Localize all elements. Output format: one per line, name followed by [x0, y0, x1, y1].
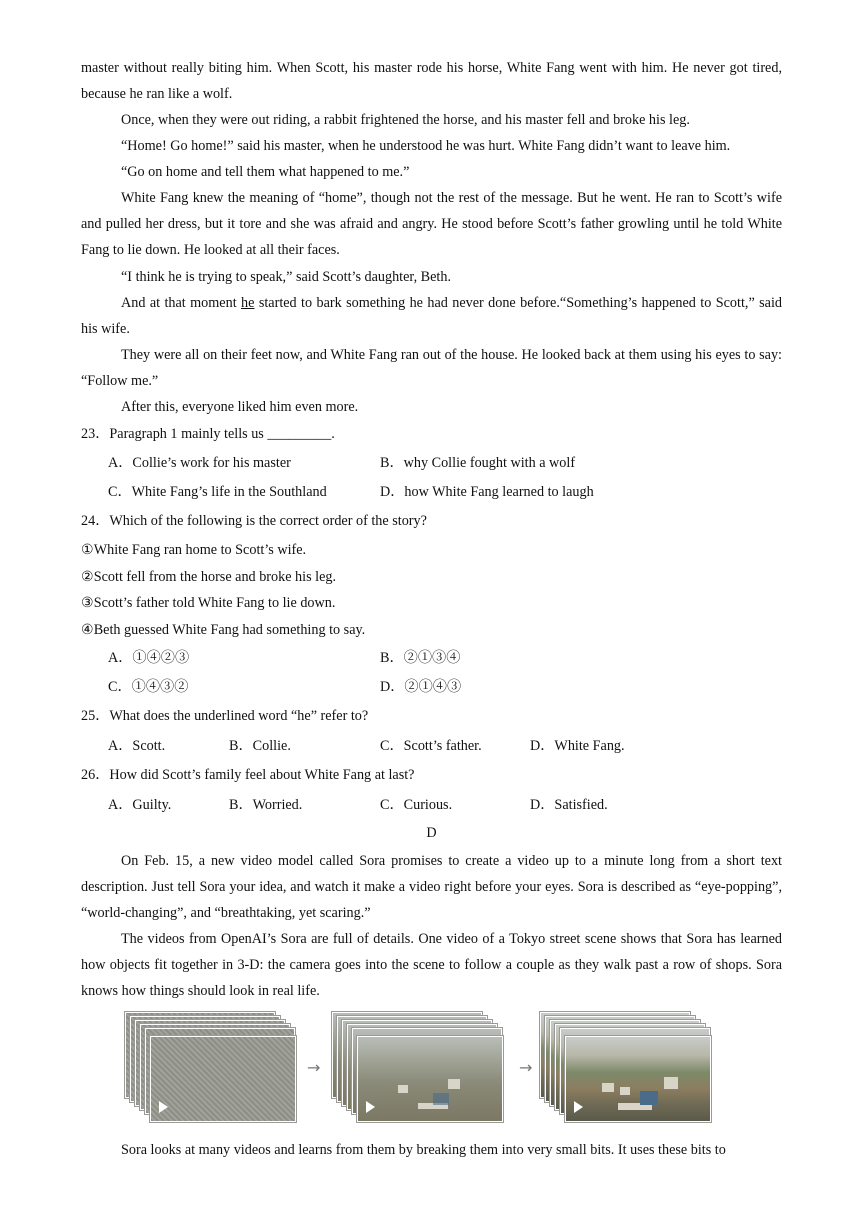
play-icon: [366, 1101, 375, 1113]
q23-option-a[interactable]: A．Collie’s work for his master: [108, 455, 291, 471]
section-d-paragraph-1: [81, 848, 782, 926]
story-paragraph-4: [81, 159, 782, 185]
q24-option-d[interactable]: D．②①④③: [380, 679, 462, 695]
question-23-stem: 23．Paragraph 1 mainly tells us _________.: [81, 426, 335, 442]
paragraph-text: “I think he is trying to speak,” said Scott’s daughter, Beth.: [121, 269, 452, 285]
underlined-word: he: [241, 295, 255, 311]
story-paragraph-5: [81, 185, 782, 263]
play-icon: [574, 1101, 583, 1113]
q24-option-c[interactable]: C．①④③②: [108, 679, 189, 695]
paragraph-text: “Home! Go home!” said his master, when he understood he was hurt. White Fang didn’t want to leave him.: [121, 138, 731, 154]
paragraph-text: Sora looks at many videos and learns from them by breaking them into very small bits. It uses these bits to: [121, 1142, 726, 1158]
paragraph-text: White Fang knew the meaning of “home”, though not the rest of the message. But he went. He ran to Scott’s wife and pulled her dress, but it tore and she was afraid and angry. He stood before Scott’s father growling until he told White Fang to lie down. He looked at all their faces.: [81, 190, 782, 258]
paragraph-text: On Feb. 15, a new video model called Sora promises to create a video up to a minute long from a short text description. Just tell Sora your idea, and watch it make a video right before your eyes. Sora is described as “eye-popping”, “world-changing”, and “breathtaking, yet scaring.”: [81, 853, 782, 921]
sora-diffusion-illustration: [125, 1012, 765, 1124]
q25-option-d[interactable]: D．White Fang.: [530, 738, 625, 754]
paragraph-text: master without really biting him. When Scott, his master rode his horse, White Fang went with him. He never got tired, because he ran like a wolf.: [81, 60, 782, 102]
event-item: ②Scott fell from the horse and broke his leg.: [81, 569, 337, 585]
q25-option-b[interactable]: B．Collie.: [229, 738, 291, 754]
story-paragraph-1: [81, 55, 782, 107]
q25-option-a[interactable]: A．Scott.: [108, 738, 166, 754]
play-icon: [159, 1101, 168, 1113]
event-item: ①White Fang ran home to Scott’s wife.: [81, 542, 307, 558]
arrow-icon: →: [307, 1058, 321, 1077]
q25-option-c[interactable]: C．Scott’s father.: [380, 738, 482, 754]
paragraph-text: They were all on their feet now, and White Fang ran out of the house. He looked back at them using his eyes to say: “Follow me.”: [81, 347, 782, 389]
paragraph-text: The videos from OpenAI’s Sora are full of details. One video of a Tokyo street scene shows that Sora has learned how objects fit together in 3-D: the camera goes into the scene to follow a couple as they walk past a row of shops. Sora knows how things should look in real life.: [81, 931, 782, 999]
section-d-paragraph-2: [81, 926, 782, 1004]
story-paragraph-3: [81, 133, 782, 159]
story-paragraph-9: [81, 394, 782, 420]
question-25-stem: 25．What does the underlined word “he” refer to?: [81, 708, 369, 724]
story-paragraph-6: [81, 264, 782, 290]
clean-frame-stack: [540, 1012, 715, 1124]
section-d-paragraph-3: [81, 1137, 782, 1163]
partial-frame-stack: [332, 1012, 507, 1124]
event-item: ④Beth guessed White Fang had something to say.: [81, 622, 366, 638]
q23-option-d[interactable]: D．how White Fang learned to laugh: [380, 484, 594, 500]
noise-frame-stack: [125, 1012, 300, 1124]
q23-option-c[interactable]: C．White Fang’s life in the Southland: [108, 484, 327, 500]
q26-option-a[interactable]: A．Guilty.: [108, 797, 172, 813]
q24-option-a[interactable]: A．①④②③: [108, 650, 190, 666]
q26-option-b[interactable]: B．Worried.: [229, 797, 303, 813]
section-heading: D: [426, 825, 437, 841]
question-26-stem: 26．How did Scott’s family feel about White Fang at last?: [81, 767, 415, 783]
q26-option-d[interactable]: D．Satisfied.: [530, 797, 608, 813]
event-item: ③Scott’s father told White Fang to lie down.: [81, 595, 336, 611]
paragraph-text: “Go on home and tell them what happened to me.”: [121, 164, 410, 180]
story-paragraph-8: [81, 342, 782, 394]
paragraph-text: After this, everyone liked him even more.: [121, 399, 359, 415]
story-paragraph-2: [81, 107, 782, 133]
q24-option-b[interactable]: B．②①③④: [380, 650, 461, 666]
q23-option-b[interactable]: B．why Collie fought with a wolf: [380, 455, 576, 471]
story-paragraph-7: [81, 290, 782, 342]
paragraph-text: Once, when they were out riding, a rabbit frightened the horse, and his master fell and broke his leg.: [121, 112, 690, 128]
paragraph-text: And at that moment he started to bark something he had never done before.“Something’s happened to Scott,” said his wife.: [81, 295, 782, 337]
q26-option-c[interactable]: C．Curious.: [380, 797, 453, 813]
arrow-icon: →: [519, 1058, 533, 1077]
question-24-stem: 24．Which of the following is the correct order of the story?: [81, 513, 427, 529]
